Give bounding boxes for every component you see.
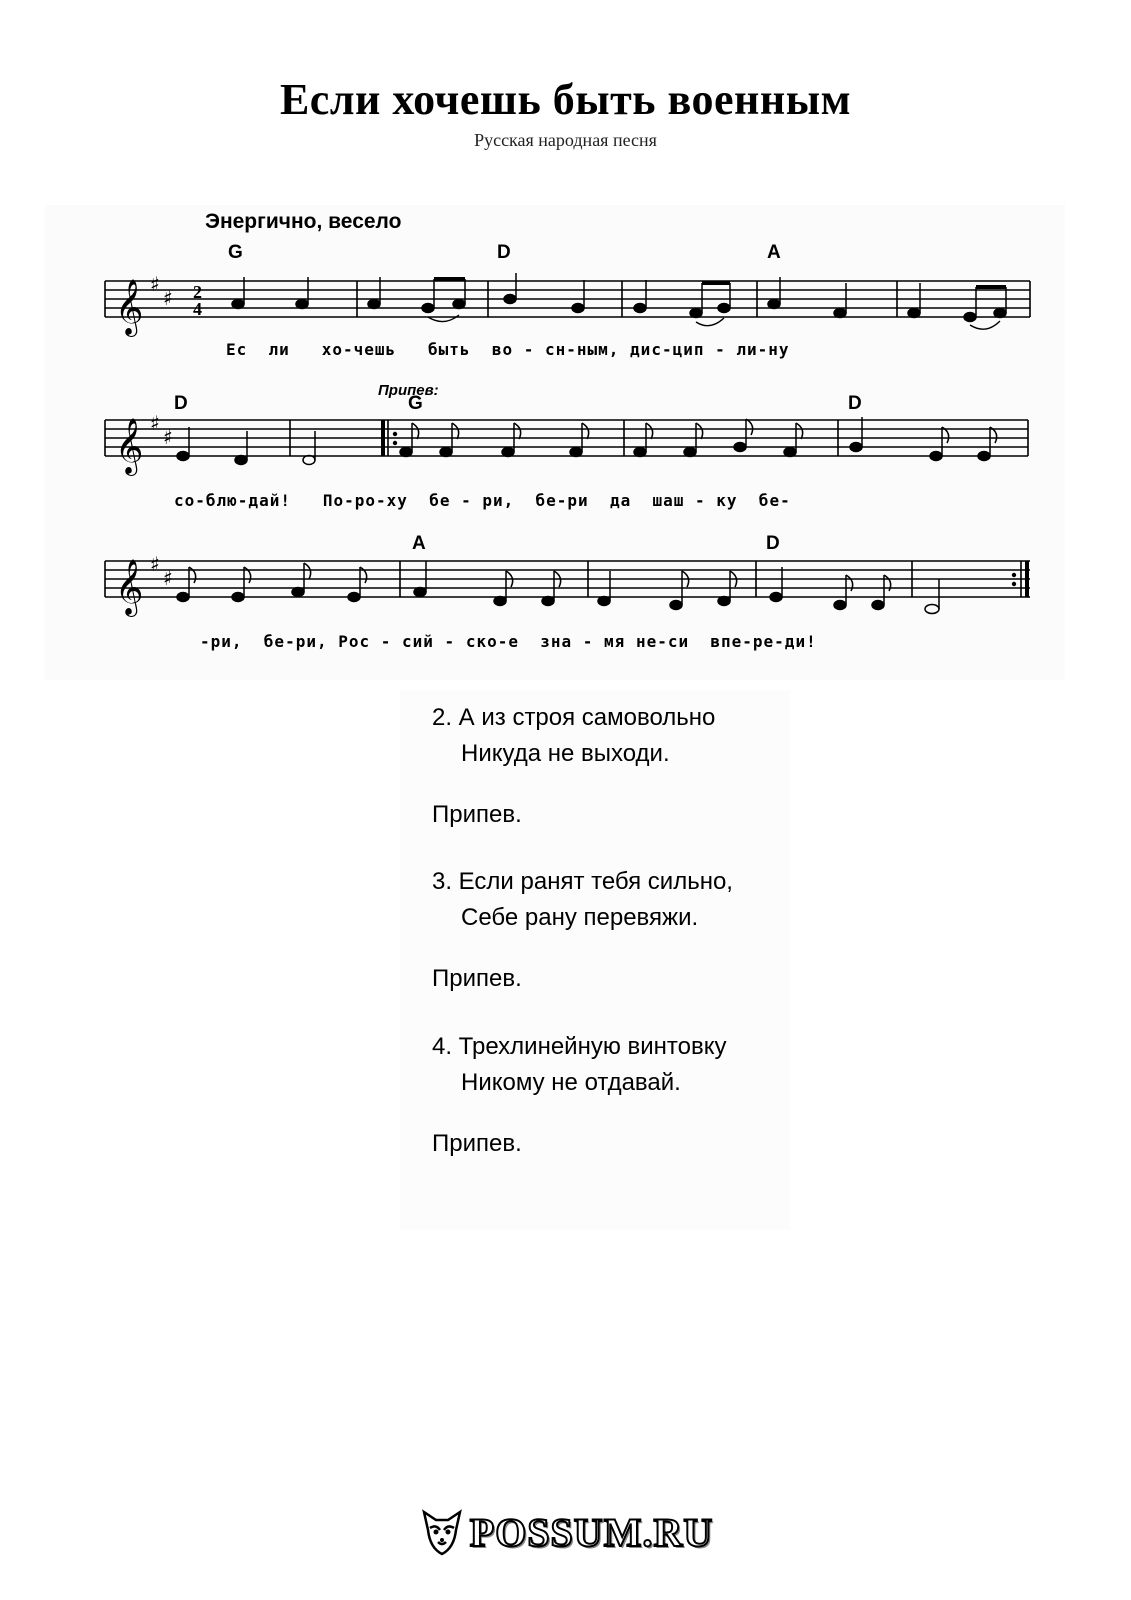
chord-symbol: G bbox=[408, 393, 423, 414]
chord-symbol: D bbox=[174, 393, 188, 414]
verse-line: 4. Трехлинейную винтовку bbox=[432, 1033, 727, 1060]
refrain-label: Припев. bbox=[432, 965, 522, 992]
chord-symbol: D bbox=[766, 533, 780, 554]
site-footer bbox=[0, 1506, 1131, 1566]
tempo-marking: Энергично, весело bbox=[205, 210, 402, 233]
song-title: Если хочешь быть военным bbox=[279, 75, 852, 124]
verse-line: 2. А из строя самовольно bbox=[432, 704, 716, 731]
sharp-icon: ♯ bbox=[150, 552, 160, 576]
treble-clef-icon: 𝄞 bbox=[115, 279, 144, 335]
chord-symbol: D bbox=[848, 393, 862, 414]
song-subtitle: Русская народная песня bbox=[474, 130, 657, 150]
possum-head-icon bbox=[418, 1506, 466, 1558]
site-name[interactable]: POSSUM.RU bbox=[469, 1509, 714, 1555]
refrain-marker: Припев: bbox=[378, 382, 439, 399]
chord-symbol: G bbox=[228, 242, 243, 263]
chord-symbol: A bbox=[767, 242, 781, 263]
sharp-icon: ♯ bbox=[163, 286, 173, 310]
refrain-label: Припев. bbox=[432, 801, 522, 828]
verse-3 bbox=[432, 864, 733, 936]
verse-line: 3. Если ранят тебя сильно, bbox=[432, 868, 733, 895]
lyrics-line-1: Ес ли хо-чешь быть во - сн-ным, дис-цип - ли-ну bbox=[226, 340, 790, 359]
verse-line: Никому не отдавай. bbox=[461, 1069, 681, 1096]
lyrics-line-3: -ри, бе-ри, Рос - сий - ско-е зна - мя не-си впе-ре-ди! bbox=[200, 632, 817, 651]
chord-symbol: A bbox=[412, 533, 426, 554]
sharp-icon: ♯ bbox=[150, 411, 160, 435]
time-sig-bottom: 4 bbox=[193, 299, 202, 319]
verse-line: Себе рану перевяжи. bbox=[461, 904, 699, 931]
time-sig-top: 2 bbox=[193, 282, 202, 302]
treble-clef-icon: 𝄞 bbox=[115, 559, 144, 615]
refrain-label: Припев. bbox=[432, 1130, 522, 1157]
sharp-icon: ♯ bbox=[163, 566, 173, 590]
verse-2 bbox=[432, 700, 715, 772]
verse-4 bbox=[432, 1029, 727, 1101]
lyrics-line-2: со-блю-дай! По-ро-ху бе - ри, бе-ри да шаш - ку бе- bbox=[174, 491, 791, 510]
treble-clef-icon: 𝄞 bbox=[115, 418, 144, 474]
verse-line: Никуда не выходи. bbox=[461, 740, 670, 767]
sharp-icon: ♯ bbox=[163, 425, 173, 449]
chord-symbol: D bbox=[497, 242, 511, 263]
sharp-icon: ♯ bbox=[150, 272, 160, 296]
